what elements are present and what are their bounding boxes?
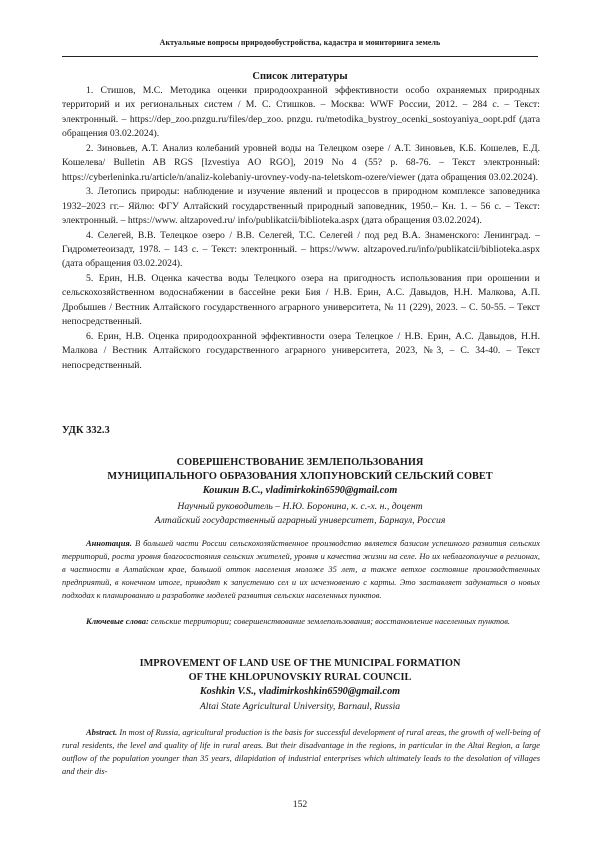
article-title-ru-line: СОВЕРШЕНСТВОВАНИЕ ЗЕМЛЕПОЛЬЗОВАНИЯ [176,457,424,468]
running-header: Актуальные вопросы природообустройства, кадастра и мониторинга земель [159,38,441,47]
page-number: 152 [292,799,308,810]
reference-item: 1. Стишов, М.С. Методика оценки природоохранной эффективности особо охраняемых природных территорий и их региональных систем / М. С. Стишков. – Москва: WWF России, 2012. – 284 с. – Текст: электронный. – https://dep_zoo.pnzgu.ru/files/dep_zoo. pnzgu. ru/metodika_bystroy_ocenki_sostoyaniya_oopt.pdf (дата обращения 03.02.2024). [62,85,540,140]
abstract-ru-text: В большей части России сельскохозяйственное производство является базисом успешного развития сельских территорий, роста уровня благосостояния сельских жителей, уровня и качества жизни на селе. Но их неблагополучие в регионах, в частности в Алтайском крае, большой отток населения моложе 35 лет, а также ветхое состояние производственных предприятий, в конечном итоге, приводят к запустению сел и их исчезновению с карты. Это заставляет задуматься о новых подходах к планированию и разработке моделей развития сельских населенных пунктов. [62,538,541,601]
keywords-ru-text: сельские территории; совершенствование землепользования; восстановление населенных пунктов. [150,616,511,626]
article-title-en-line: OF THE KHLOPUNOVSKIY RURAL COUNCIL [188,672,412,683]
abstract-en [62,726,540,778]
references-title: Список литературы [252,71,348,82]
reference-item: 2. Зиновьев, А.Т. Анализ колебаний уровней воды на Телецком озере / А.Т. Зиновьев, К.Б. Кошелев, Е.Д. Кошелева/ Bulletin AB RGS [Izvestiya AO RGO], 2019 No 4 (55? р. 68-76. – Текст электронный: https://cyberleninka.ru/article/n/analiz-kolebaniy-urovney-vody-na-teletskom-ozere/viewer (дата обращения 03.02.2024). [62,142,540,183]
supervisor: Научный руководитель – Н.Ю. Боронина, к. с.-х. н., доцент [177,501,423,512]
affiliation-ru: Алтайский государственный аграрный университет, Барнаул, Россия [154,515,446,526]
reference-item: 5. Ерин, Н.В. Оценка качества воды Телецкого озера на пригодность использования при орошении и сельскохозяйственном водоснабжении в бассейне реки Бия / Н.В. Ерин, А.С. Давыдов, Н.Н. Малкова, А.П. Дробышев / Вестник Алтайского государственного аграрного университета, № 11 (229), 2023. – С. 50-55. – Текст непосредственный. [62,272,540,328]
abstract-ru [62,537,540,602]
reference-item: 6. Ерин, Н.В. Оценка природоохранной эффективности озера Телецкое / Н.В. Ерин, А.С. Давыдов, Н.Н. Малкова / Вестник Алтайского государственного аграрного университета, 2023, №3, – С. 34-40. – Текст непосредственный. [62,330,540,371]
abstract-en-text: In most of Russia, agricultural production is the basis for successful development of rural areas, the growth of well-being of rural residents, the level and quality of life in rural areas. But their disadvantage in the regions, in particular in the Altai Region, a large outflow of the population younger than 35 years, dilapidation of industrial enterprises which ultimately leads to the desolation of villages and their dis- [62,727,541,777]
article-title-ru [62,456,538,484]
header-rule [62,56,538,57]
author-meta-ru [62,500,538,528]
author-en: Koshkin V.S., vladimirkoshkin6590@gmail.com [199,686,401,697]
abstract-en-label: Abstract. [86,727,118,737]
article-title-en [62,657,538,685]
article-title-en-line: IMPROVEMENT OF LAND USE OF THE MUNICIPAL FORMATION [139,658,461,669]
author-ru: Кошкин В.С., vladimirkokin6590@gmail.com [202,485,398,496]
reference-list [62,84,540,373]
article-title-ru-line: МУНИЦИПАЛЬНОГО ОБРАЗОВАНИЯ ХЛОПУНОВСКИЙ СЕЛЬСКИЙ СОВЕТ [107,471,493,482]
udk-code: УДК 332.3 [62,425,110,436]
affiliation-en: Altai State Agricultural University, Barnaul, Russia [199,701,401,712]
abstract-ru-label: Аннотация. [86,538,132,548]
keywords-ru [62,615,540,628]
keywords-ru-label: Ключевые слова: [86,616,149,626]
reference-item: 3. Летопись природы: наблюдение и изучение явлений и процессов в природном комплексе заповедника 1932–2023 гг.– Яйлю: ФГУ Алтайский государственный природный заповедник, 1950.– Кн. 1. – 56 с. – Текст: электронный. – https://www. altzapoved.ru/ info/publikatcii/biblioteka.aspx (дата обращения 03.02.2024). [62,186,540,227]
reference-item: 4. Селегей, В.В. Телецкое озеро / В.В. Селегей, Т.С. Селегей / под ред В.А. Знаменского: Ленинград. – Гидрометеоизадт, 1978. – 143 с. – Текст: электронный. – https://www. altzapoved.ru/info/publikatcii/biblioteka.aspx (дата обращения 03.02.2024). [62,229,540,270]
